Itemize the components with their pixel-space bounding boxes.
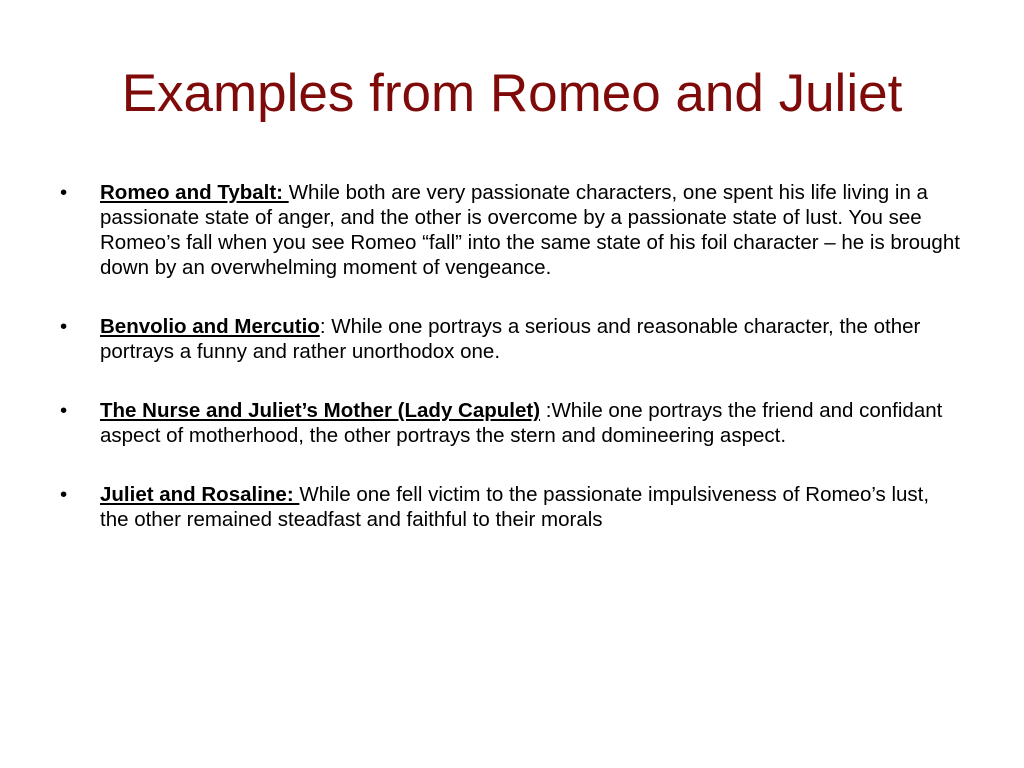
bullet-text: While one fell victim to the passionate impulsiveness of Romeo’s lust, the other remained steadfast and faithful to their morals bbox=[100, 483, 930, 531]
bullet-item-juliet-rosaline bbox=[60, 482, 960, 532]
bullet-term: Benvolio and Mercutio bbox=[100, 315, 320, 338]
bullet-dot-icon: • bbox=[60, 483, 68, 506]
bullet-text: :While one portrays the friend and confidant aspect of motherhood, the other portrays the stern and domineering aspect. bbox=[100, 399, 943, 447]
bullet-dot-icon: • bbox=[60, 399, 68, 422]
bullet-text: : While one portrays a serious and reasonable character, the other portrays a funny and rather unorthodox one. bbox=[100, 315, 921, 363]
bullet-dot-icon: • bbox=[60, 181, 68, 204]
bullet-item-benvolio-mercutio bbox=[60, 314, 960, 364]
bullet-term: The Nurse and Juliet’s Mother (Lady Capulet) bbox=[100, 399, 541, 422]
bullet-term: Romeo and Tybalt: bbox=[100, 181, 289, 204]
slide-title: Examples from Romeo and Juliet bbox=[121, 64, 903, 123]
bullet-list bbox=[60, 180, 960, 566]
bullet-text: While both are very passionate characters, one spent his life living in a passionate state of anger, and the other is overcome by a passionate state of lust. You see Romeo’s fall when you see Romeo “fall” into the same state of his foil character – he is brought down by an overwhelming moment of vengeance. bbox=[100, 181, 960, 279]
bullet-term: Juliet and Rosaline: bbox=[100, 483, 300, 506]
bullet-item-romeo-tybalt bbox=[60, 180, 960, 280]
bullet-dot-icon: • bbox=[60, 315, 68, 338]
bullet-item-nurse-lady-capulet bbox=[60, 398, 960, 448]
